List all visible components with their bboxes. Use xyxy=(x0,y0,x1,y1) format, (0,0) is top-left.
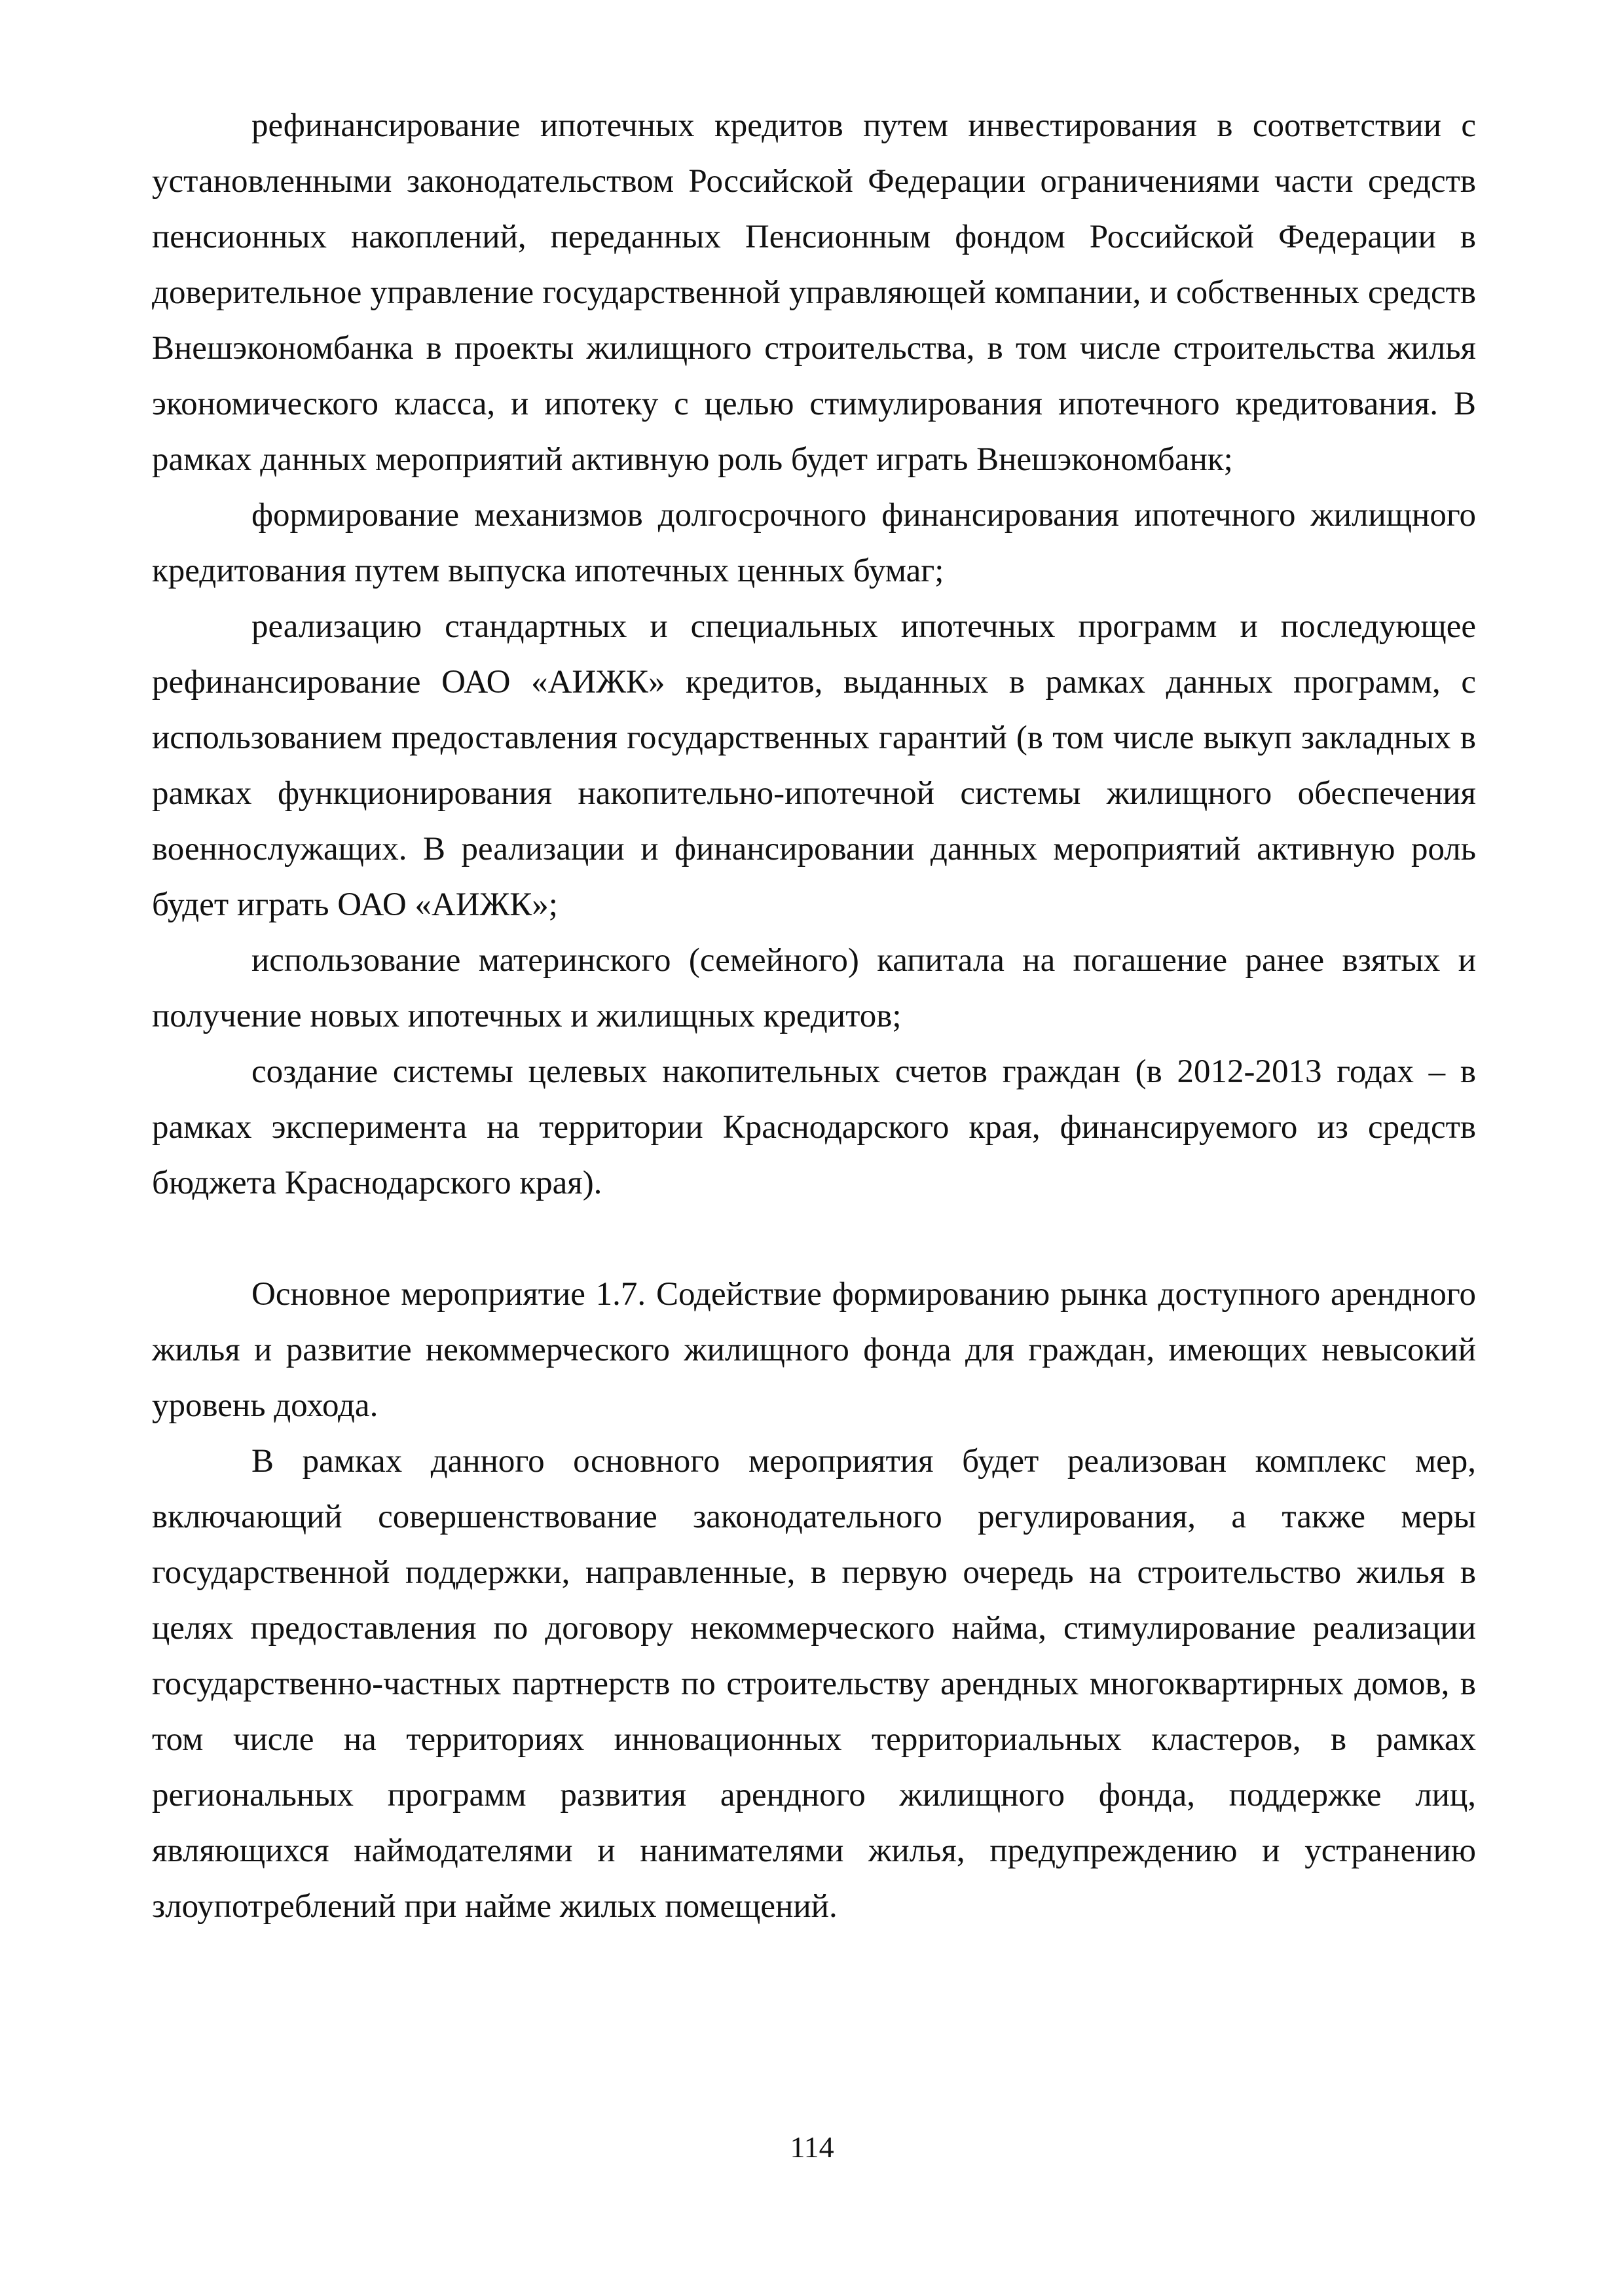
paragraph-savings-accounts: создание системы целевых накопительных счетов граждан (в 2012-2013 годах – в рамках эксперимента на территории Краснодарского края, финансируемого из средств бюджета Краснодарского края). xyxy=(152,1053,1476,1201)
paragraph-maternity-capital: использование материнского (семейного) капитала на погашение ранее взятых и получение новых ипотечных и жилищных кредитов; xyxy=(152,942,1476,1034)
section-heading-1-7: Основное мероприятие 1.7. Содействие формированию рынка доступного арендного жилья и развитие некоммерческого жилищного фонда для граждан, имеющих невысокий уровень дохода. xyxy=(152,1276,1476,1424)
page-number: 114 xyxy=(790,2130,834,2164)
paragraph-measures-complex: В рамках данного основного мероприятия будет реализован комплекс мер, включающий совершенствование законодательного регулирования, а также меры государственной поддержки, направленные, в первую очередь на строительство жилья в целях предоставления по договору некоммерческого найма, стимулирование реализации государственно-частных партнерств по строительству арендных многоквартирных домов, в том числе на территориях инновационных территориальных кластеров, в рамках региональных программ развития арендного жилищного фонда, поддержке лиц, являющихся наймодателями и нанимателями жилья, предупреждению и устранению злоупотреблений при найме жилых помещений. xyxy=(152,1443,1476,1925)
section-spacer xyxy=(152,1211,1476,1267)
paragraph-funding-mechanisms: формирование механизмов долгосрочного финансирования ипотечного жилищного кредитования путем выпуска ипотечных ценных бумаг; xyxy=(152,497,1476,589)
paragraph-refinancing: рефинансирование ипотечных кредитов путем инвестирования в соответствии с установленными законодательством Российской Федерации ограничениями части средств пенсионных накоплений, переданных Пенсионным фондом Российской Федерации в доверительное управление государственной управляющей компании, и собственных средств Внешэкономбанка в проекты жилищного строительства, в том числе строительства жилья экономического класса, и ипотеку с целью стимулирования ипотечного кредитования. В рамках данных мероприятий активную роль будет играть Внешэкономбанк; xyxy=(152,107,1476,478)
document-page xyxy=(152,98,1476,1935)
paragraph-mortgage-programs: реализацию стандартных и специальных ипотечных программ и последующее рефинансирование ОАО «АИЖК» кредитов, выданных в рамках данных программ, с использованием предоставления государственных гарантий (в том числе выкуп закладных в рамках функционирования накопительно-ипотечной системы жилищного обеспечения военнослужащих. В реализации и финансировании данных мероприятий активную роль будет играть ОАО «АИЖК»; xyxy=(152,608,1476,923)
